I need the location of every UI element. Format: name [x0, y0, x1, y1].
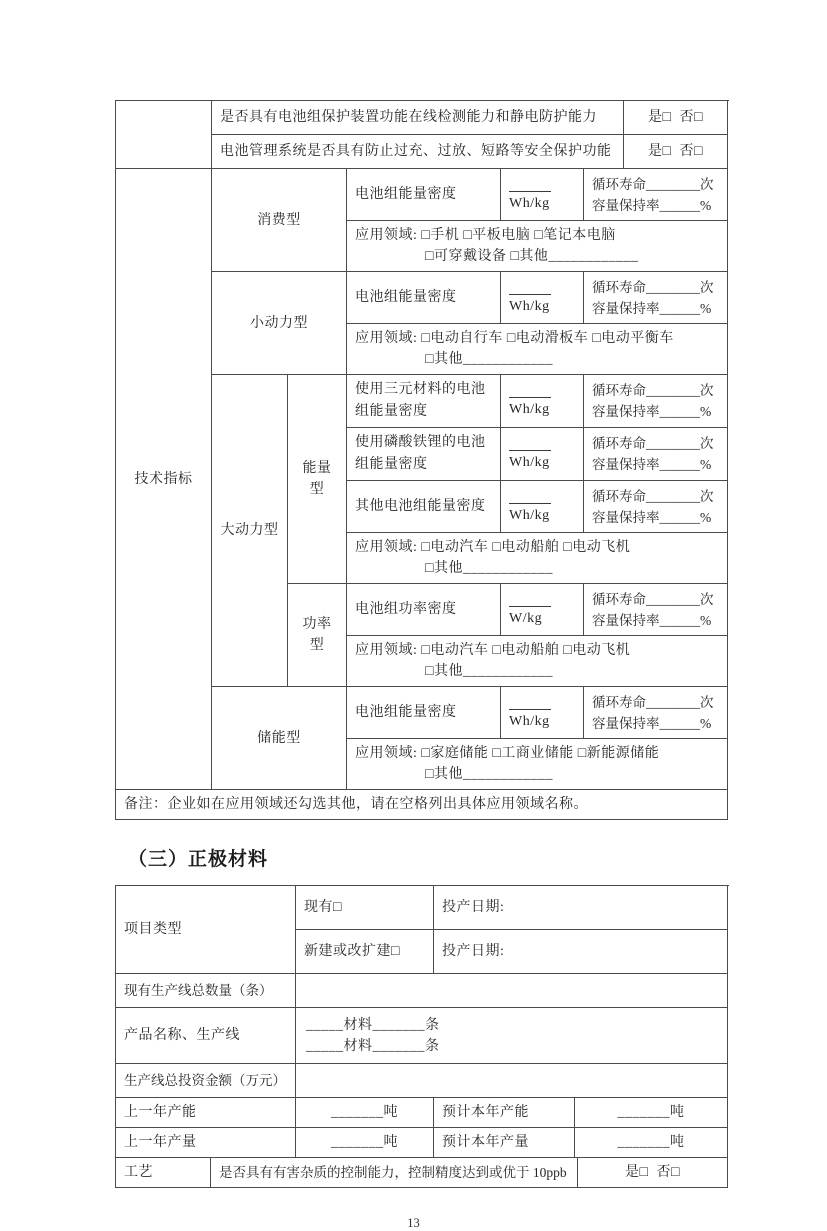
section-heading: （三）正极材料	[128, 849, 269, 870]
metric-row	[347, 584, 728, 636]
last-year-capacity-label-cell	[116, 1098, 296, 1128]
safety-question-text: 是否具有电池组保护装置功能在线检测能力和静电防护能力	[220, 110, 597, 125]
safety-block	[116, 101, 729, 169]
cycle-life-blank[interactable]: 循环寿命________次	[592, 279, 714, 295]
metric-name: 电池组功率密度	[355, 601, 457, 617]
category-label: 小动力型	[250, 315, 308, 331]
yes-no-checkbox-cell[interactable]	[578, 1158, 728, 1188]
yes-no-label[interactable]: 是□ 否□	[648, 144, 703, 159]
table-row	[116, 1128, 729, 1158]
application-options-line2[interactable]: □其他____________	[425, 352, 553, 367]
last-year-output-value-cell[interactable]	[296, 1128, 434, 1158]
metric-row	[347, 169, 728, 221]
new-build-checkbox-cell[interactable]	[296, 930, 434, 974]
power-subgroup	[288, 584, 728, 687]
application-row	[347, 324, 728, 375]
metric-row	[347, 272, 728, 324]
investment-value-cell[interactable]	[296, 1064, 728, 1098]
production-date-cell[interactable]	[434, 886, 728, 930]
capacity-retention-blank[interactable]: 容量保持率______%	[592, 404, 712, 419]
project-type-block	[116, 886, 729, 974]
production-date-label: 投产日期:	[442, 944, 505, 959]
application-options-line2[interactable]: □其他____________	[425, 561, 553, 576]
metric-name-cell	[347, 481, 501, 533]
metric-unit: Wh/kg	[509, 298, 550, 314]
empty-header-cell	[116, 101, 212, 169]
category-label: 消费型	[257, 212, 301, 228]
cycle-life-cell[interactable]	[584, 169, 728, 221]
application-options-line2[interactable]: □其他____________	[425, 767, 553, 782]
application-cell[interactable]	[347, 636, 728, 687]
application-options-line2[interactable]: □其他____________	[425, 664, 553, 679]
metric-name-cell	[347, 272, 501, 324]
metric-name-cell	[347, 169, 501, 221]
category-label-large-power	[212, 375, 288, 687]
table-row	[296, 930, 728, 974]
large-power-group	[212, 375, 728, 687]
page-number: 13	[407, 1216, 420, 1230]
ton-blank[interactable]: _______吨	[617, 1135, 685, 1150]
metric-value-cell[interactable]	[501, 687, 584, 739]
last-year-capacity-value-cell[interactable]	[296, 1098, 434, 1128]
production-date-label: 投产日期:	[442, 900, 505, 915]
cycle-life-cell[interactable]	[584, 272, 728, 324]
fill-blank-line[interactable]	[509, 178, 551, 192]
subcategory-label-energy	[288, 375, 347, 584]
cycle-life-cell[interactable]	[584, 481, 728, 533]
row-header-tech-indicators	[116, 169, 212, 790]
metric-name-cell	[347, 584, 501, 636]
cycle-life-blank[interactable]: 循环寿命________次	[592, 383, 714, 398]
investment-label-cell	[116, 1064, 296, 1098]
note-row	[116, 790, 729, 820]
ton-blank[interactable]: _______吨	[331, 1135, 398, 1150]
metric-name: 其他电池组能量密度	[355, 498, 486, 514]
metric-name-cell	[347, 375, 501, 428]
application-options-line2[interactable]: □可穿戴设备 □其他____________	[425, 249, 639, 264]
capacity-retention-blank[interactable]: 容量保持率______%	[592, 300, 712, 316]
application-options-line1[interactable]: 应用领域: □家庭储能 □工商业储能 □新能源储能	[355, 746, 660, 761]
metric-unit: Wh/kg	[509, 713, 550, 729]
product-line-blank[interactable]: _____材料_______条	[306, 1017, 440, 1033]
cycle-life-blank[interactable]: 循环寿命________次	[592, 591, 714, 607]
metric-value-cell[interactable]	[501, 428, 584, 481]
metric-value-cell[interactable]	[501, 169, 584, 221]
project-type-label-cell	[116, 886, 296, 974]
table-row	[116, 1008, 729, 1064]
subcategory-label-power	[288, 584, 347, 687]
application-options-line1[interactable]: 应用领域: □手机 □平板电脑 □笔记本电脑	[355, 228, 616, 243]
table-row	[296, 886, 728, 930]
metric-name: 使用三元材料的电池组能量密度	[355, 382, 486, 419]
note-text: 备注：企业如在应用领域还勾选其他，请在空格列出具体应用领域名称。	[124, 797, 588, 812]
metric-name-cell	[347, 428, 501, 481]
existing-lines-label: 现有生产线总数量（条）	[124, 983, 273, 998]
cathode-material-table	[115, 885, 729, 1188]
est-capacity-value-cell[interactable]	[575, 1098, 728, 1128]
fill-blank-line[interactable]	[509, 281, 551, 295]
category-label-storage	[212, 687, 347, 790]
process-label: 工艺	[124, 1165, 153, 1180]
capacity-retention-blank[interactable]: 容量保持率______%	[592, 509, 712, 525]
cycle-life-blank[interactable]: 循环寿命________次	[592, 436, 714, 451]
table-row	[212, 135, 728, 169]
est-capacity-label-cell	[434, 1098, 575, 1128]
fill-blank-line[interactable]	[509, 490, 551, 504]
last-year-output-label: 上一年产量	[124, 1135, 197, 1150]
product-name-label: 产品名称、生产线	[124, 1028, 240, 1043]
note-cell	[116, 790, 728, 820]
metric-unit: Wh/kg	[509, 402, 550, 417]
cycle-life-blank[interactable]: 循环寿命________次	[592, 694, 714, 710]
application-cell[interactable]	[347, 739, 728, 790]
metric-unit: W/kg	[509, 610, 543, 626]
last-year-output-label-cell	[116, 1128, 296, 1158]
application-row	[347, 636, 728, 687]
est-output-label: 预计本年产量	[442, 1135, 529, 1150]
category-label-small-power	[212, 272, 347, 375]
application-row	[347, 739, 728, 790]
existing-lines-value-cell[interactable]	[296, 974, 728, 1008]
category-label: 大动力型	[220, 523, 279, 538]
existing-checkbox-cell[interactable]	[296, 886, 434, 930]
yes-no-label[interactable]: 是□ 否□	[648, 110, 703, 125]
table-row	[116, 1098, 729, 1128]
table-row	[116, 974, 729, 1008]
category-label: 储能型	[257, 730, 301, 746]
yes-no-checkbox-cell[interactable]	[624, 135, 728, 169]
page-footer	[0, 1216, 827, 1231]
application-options-line1[interactable]: 应用领域: □电动汽车 □电动船舶 □电动飞机	[355, 643, 631, 658]
ton-blank[interactable]: _______吨	[617, 1105, 685, 1120]
safety-question	[212, 135, 624, 169]
capacity-retention-blank[interactable]: 容量保持率______%	[592, 457, 712, 472]
metric-value-cell[interactable]	[501, 481, 584, 533]
yes-no-label[interactable]: 是□ 否□	[625, 1165, 680, 1180]
metric-unit: Wh/kg	[509, 195, 550, 211]
metric-row	[347, 481, 728, 533]
metric-name-cell	[347, 687, 501, 739]
cycle-life-cell[interactable]	[584, 428, 728, 481]
process-row	[116, 1158, 729, 1188]
application-options-line1[interactable]: 应用领域: □电动汽车 □电动船舶 □电动飞机	[355, 540, 631, 555]
metric-row	[347, 375, 728, 428]
existing-option-label[interactable]: 现有□	[304, 900, 342, 915]
safety-question-text: 电池管理系统是否具有防止过充、过放、短路等安全保护功能	[220, 144, 612, 159]
last-year-capacity-label: 上一年产能	[124, 1105, 197, 1120]
fill-blank-line[interactable]	[509, 384, 551, 398]
battery-spec-table	[115, 100, 729, 820]
process-question-cell	[211, 1158, 578, 1188]
application-row	[347, 533, 728, 584]
fill-blank-line[interactable]	[509, 593, 551, 607]
est-capacity-label: 预计本年产能	[442, 1105, 529, 1120]
category-label-consumer	[212, 169, 347, 272]
product-name-label-cell	[116, 1008, 296, 1064]
consumer-group	[212, 169, 728, 272]
metric-value-cell[interactable]	[501, 272, 584, 324]
metric-row	[347, 687, 728, 739]
fill-blank-line[interactable]	[509, 696, 551, 710]
metric-name: 电池组能量密度	[355, 186, 457, 202]
est-output-label-cell	[434, 1128, 575, 1158]
table-row	[212, 101, 728, 135]
process-label-cell	[116, 1158, 211, 1188]
cycle-life-cell[interactable]	[584, 584, 728, 636]
application-options-line1[interactable]: 应用领域: □电动自行车 □电动滑板车 □电动平衡车	[355, 331, 674, 346]
metric-value-cell[interactable]	[501, 584, 584, 636]
ton-blank[interactable]: _______吨	[331, 1105, 398, 1120]
est-output-value-cell[interactable]	[575, 1128, 728, 1158]
fill-blank-line[interactable]	[509, 437, 551, 451]
metric-name: 使用磷酸铁锂的电池组能量密度	[355, 435, 486, 472]
cycle-life-cell[interactable]	[584, 375, 728, 428]
metric-row	[347, 428, 728, 481]
product-lines-cell[interactable]	[296, 1008, 728, 1064]
product-line-blank[interactable]: _____材料_______条	[306, 1038, 440, 1054]
cycle-life-cell[interactable]	[584, 687, 728, 739]
energy-subgroup	[288, 375, 728, 584]
new-build-option-label[interactable]: 新建或改扩建□	[304, 944, 400, 959]
investment-label: 生产线总投资金额（万元）	[124, 1073, 286, 1088]
existing-lines-label-cell	[116, 974, 296, 1008]
process-question: 是否具有有害杂质的控制能力，控制精度达到或优于 10ppb	[219, 1165, 567, 1180]
metric-value-cell[interactable]	[501, 375, 584, 428]
capacity-retention-blank[interactable]: 容量保持率______%	[592, 612, 712, 628]
row-header-label: 技术指标	[134, 471, 193, 487]
application-cell[interactable]	[347, 324, 728, 375]
project-type-label: 项目类型	[124, 922, 182, 937]
yes-no-checkbox-cell[interactable]	[624, 101, 728, 135]
safety-question	[212, 101, 624, 135]
tech-indicator-block	[116, 169, 729, 790]
cycle-life-blank[interactable]: 循环寿命________次	[592, 176, 714, 192]
capacity-retention-blank[interactable]: 容量保持率______%	[592, 715, 712, 731]
metric-unit: Wh/kg	[509, 455, 550, 470]
metric-name: 电池组能量密度	[355, 704, 457, 720]
capacity-retention-blank[interactable]: 容量保持率______%	[592, 197, 712, 213]
cycle-life-blank[interactable]: 循环寿命________次	[592, 488, 714, 504]
application-cell[interactable]	[347, 533, 728, 584]
metric-unit: Wh/kg	[509, 507, 550, 523]
subcategory-label: 能量型	[302, 461, 332, 497]
application-row	[347, 221, 728, 272]
table-row	[116, 1064, 729, 1098]
production-date-cell[interactable]	[434, 930, 728, 974]
application-cell[interactable]	[347, 221, 728, 272]
small-power-group	[212, 272, 728, 375]
metric-name: 电池组能量密度	[355, 289, 457, 305]
storage-group	[212, 687, 728, 790]
subcategory-label: 功率型	[302, 617, 332, 653]
